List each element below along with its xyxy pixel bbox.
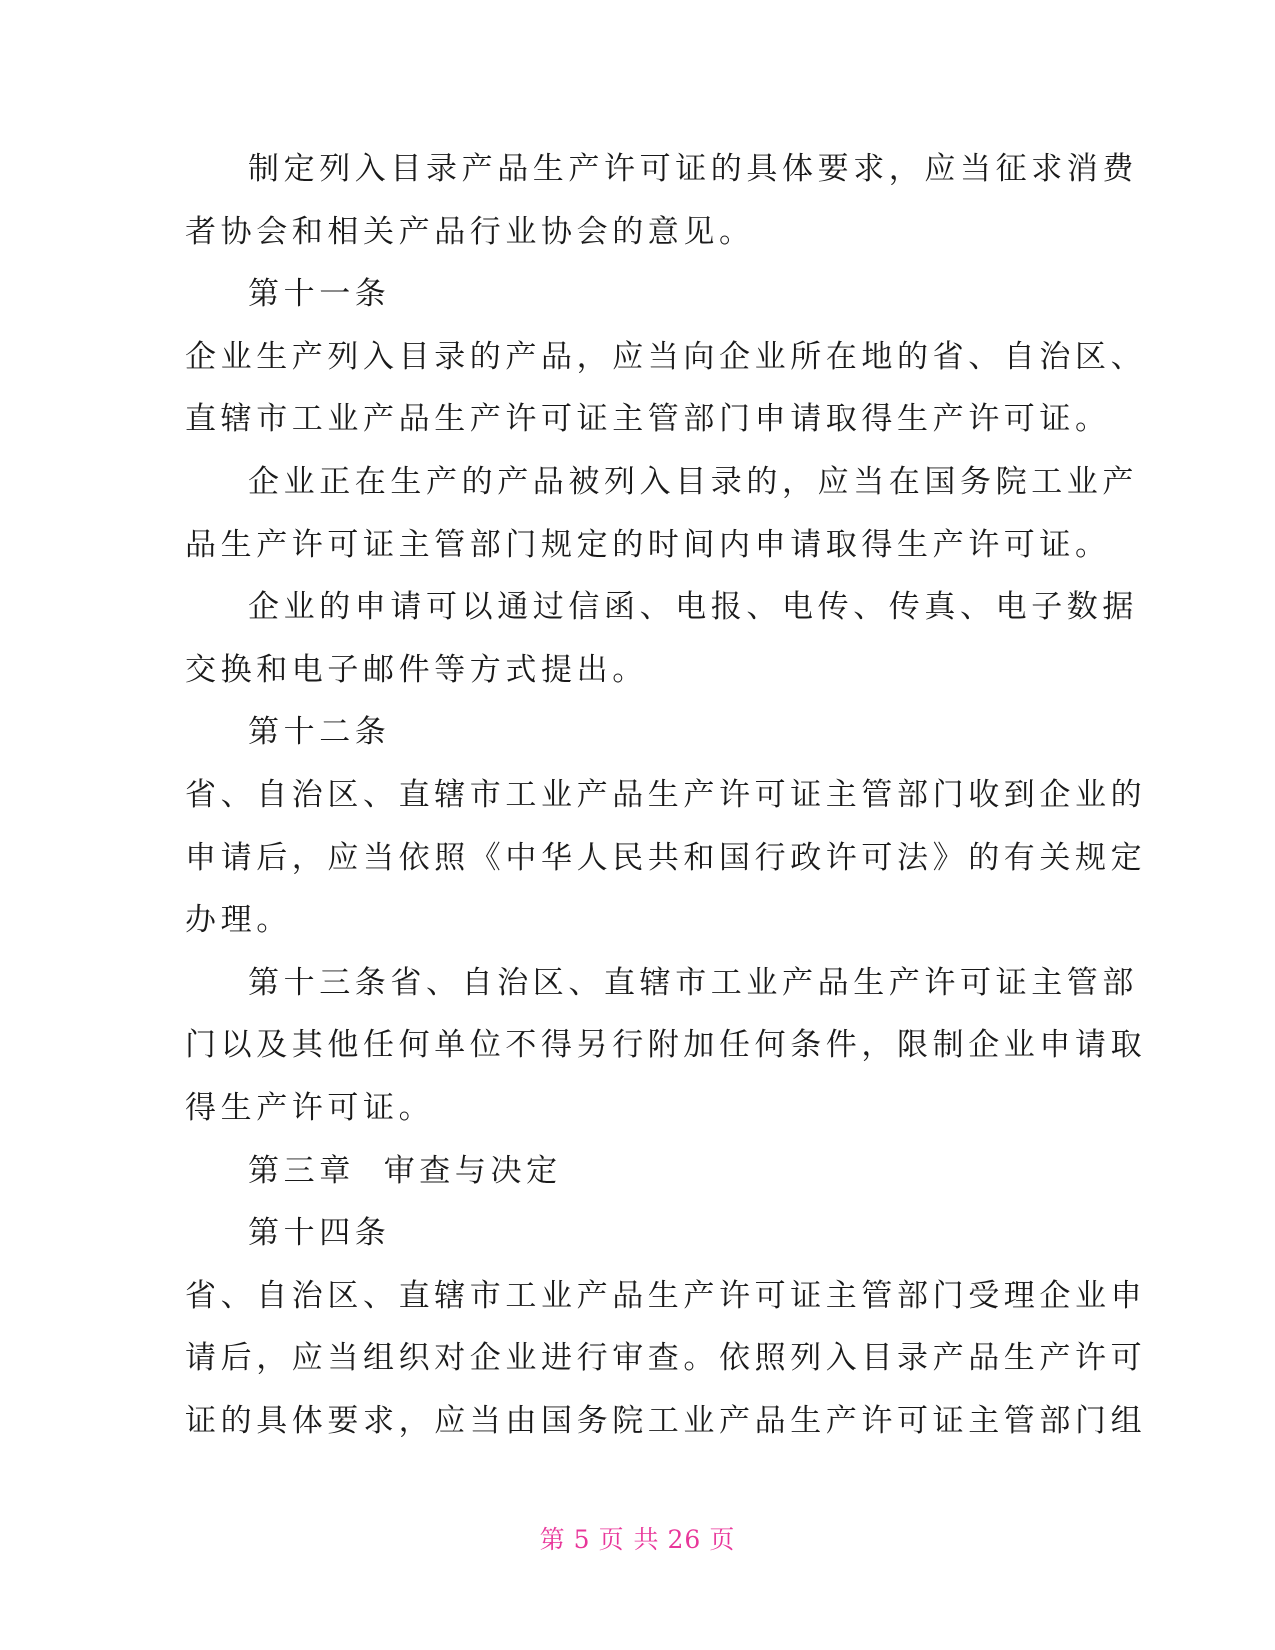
footer-prefix: 第 bbox=[539, 1525, 566, 1554]
footer-suffix: 页 bbox=[709, 1525, 736, 1554]
text-line: 企业正在生产的产品被列入目录的，应当在国务院工业产 bbox=[248, 463, 1138, 500]
article-heading: 第十一条 bbox=[248, 276, 391, 313]
footer-middle: 页 共 bbox=[598, 1525, 660, 1554]
text-line: 请后，应当组织对企业进行审查。依照列入目录产品生产许可 bbox=[185, 1340, 1147, 1377]
text-line: 办理。 bbox=[185, 902, 292, 939]
page-footer bbox=[0, 1520, 1275, 1556]
article-heading: 第十四条 bbox=[248, 1215, 391, 1252]
text-line: 企业的申请可以通过信函、电报、电传、传真、电子数据 bbox=[248, 589, 1138, 626]
text-line: 者协会和相关产品行业协会的意见。 bbox=[185, 213, 755, 250]
current-page-number: 5 bbox=[573, 1525, 591, 1554]
document-body bbox=[185, 138, 1147, 1452]
text-line: 证的具体要求，应当由国务院工业产品生产许可证主管部门组 bbox=[185, 1402, 1147, 1439]
text-line: 直辖市工业产品生产许可证主管部门申请取得生产许可证。 bbox=[185, 401, 1111, 438]
text-line: 得生产许可证。 bbox=[185, 1089, 435, 1126]
text-line: 省、自治区、直辖市工业产品生产许可证主管部门受理企业申 bbox=[185, 1277, 1147, 1314]
text-line: 第十三条省、自治区、直辖市工业产品生产许可证主管部 bbox=[248, 964, 1138, 1001]
text-line: 申请后，应当依照《中华人民共和国行政许可法》的有关规定 bbox=[185, 839, 1147, 876]
chapter-heading: 第三章 审查与决定 bbox=[248, 1152, 562, 1189]
text-line: 交换和电子邮件等方式提出。 bbox=[185, 651, 648, 688]
text-line: 企业生产列入目录的产品，应当向企业所在地的省、自治区、 bbox=[185, 338, 1147, 375]
text-line: 门以及其他任何单位不得另行附加任何条件，限制企业申请取 bbox=[185, 1027, 1147, 1064]
text-line: 省、自治区、直辖市工业产品生产许可证主管部门收到企业的 bbox=[185, 776, 1147, 813]
article-heading: 第十二条 bbox=[248, 714, 391, 751]
text-line: 品生产许可证主管部门规定的时间内申请取得生产许可证。 bbox=[185, 526, 1111, 563]
total-pages-number: 26 bbox=[667, 1525, 702, 1554]
text-line: 制定列入目录产品生产许可证的具体要求，应当征求消费 bbox=[248, 151, 1138, 187]
